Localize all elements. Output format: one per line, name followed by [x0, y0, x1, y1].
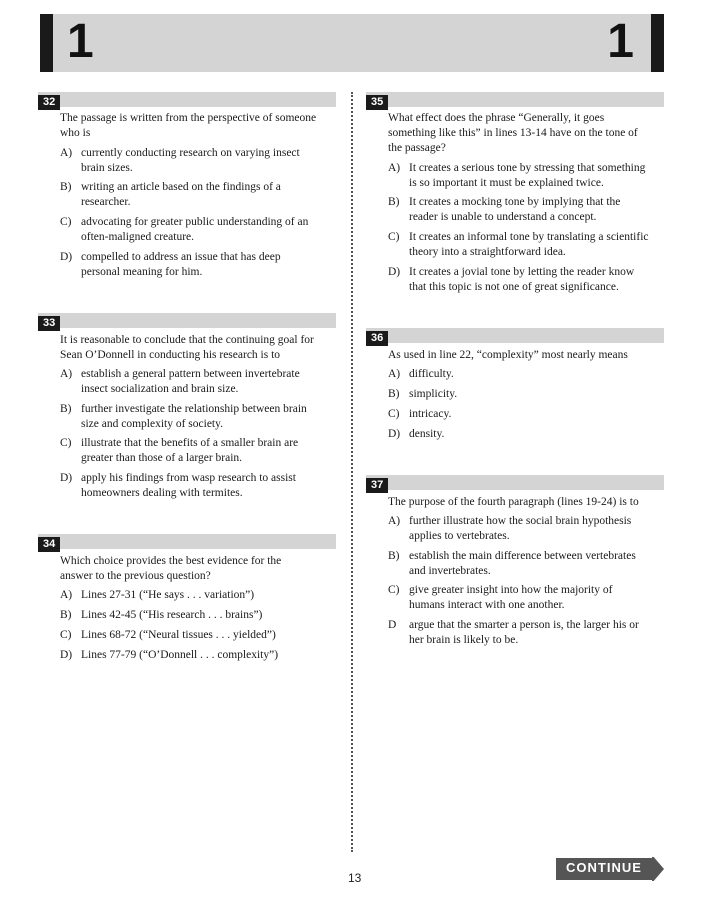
question-33-option-c[interactable]: C) illustrate that the benefits of a smaller brain are greater than those of a larger brain.	[60, 437, 299, 464]
question-35-option-d[interactable]: D) It creates a jovial tone by letting the reader know that this topic is not one of great significance.	[388, 266, 635, 293]
question-32-stem: The passage is written from the perspective of someone who is	[60, 112, 317, 139]
question-37-stem: The purpose of the fourth paragraph (lines 19-24) is to	[388, 496, 639, 508]
question-32-option-a[interactable]: A) currently conducting research on varying insect brain sizes.	[60, 147, 300, 174]
question-34-option-a[interactable]: A) Lines 27-31 (“He says . . . variation”)	[60, 589, 255, 601]
continue-label: CONTINUE	[566, 860, 642, 875]
question-37-option-d[interactable]: D argue that the smarter a person is, the larger his or her brain is likely to be.	[388, 619, 639, 646]
question-32-option-c[interactable]: C) advocating for greater public understanding of an often-maligned creature.	[60, 216, 309, 243]
question-37-option-b[interactable]: B) establish the main difference between vertebrates and invertebrates.	[388, 550, 636, 577]
question-33-header	[38, 313, 336, 328]
section-number-left: 1	[67, 15, 94, 68]
question-35-header	[366, 92, 664, 107]
question-32-option-d[interactable]: D) compelled to address an issue that has deep personal meaning for him.	[60, 251, 281, 278]
question-34-stem: Which choice provides the best evidence for the answer to the previous question?	[60, 555, 282, 582]
question-37-header	[366, 475, 664, 490]
question-32-option-b[interactable]: B) writing an article based on the findings of a researcher.	[60, 181, 281, 208]
question-36-option-a[interactable]: A) difficulty.	[388, 368, 454, 380]
question-35-option-b[interactable]: B) It creates a mocking tone by implying that the reader is unable to understand a concept.	[388, 196, 621, 223]
question-32-header	[38, 92, 336, 107]
question-number: 36	[366, 331, 388, 346]
question-36-option-d[interactable]: D) density.	[388, 428, 445, 440]
question-33-stem: It is reasonable to conclude that the continuing goal for Sean O’Donnell in conducting his research is to	[60, 334, 314, 361]
question-37-option-a[interactable]: A) further illustrate how the social brain hypothesis applies to vertebrates.	[388, 515, 632, 542]
continue-button[interactable]	[556, 857, 664, 881]
question-36-stem: As used in line 22, “complexity” most nearly means	[388, 349, 628, 361]
question-36-option-b[interactable]: B) simplicity.	[388, 388, 458, 400]
section-header	[40, 14, 664, 72]
section-number-right: 1	[607, 15, 634, 68]
question-35-stem: What effect does the phrase “Generally, it goes something like this” in lines 13-14 have on the tone of the passage?	[388, 112, 638, 154]
header-right-bar	[651, 14, 664, 72]
question-36-header	[366, 328, 664, 343]
question-35-option-c[interactable]: C) It creates an informal tone by translating a scientific theory into a straightforward idea.	[388, 231, 649, 258]
column-divider	[351, 92, 353, 852]
question-number: 32	[38, 95, 60, 110]
header-left-bar	[40, 14, 53, 72]
question-number: 35	[366, 95, 388, 110]
question-34-header	[38, 534, 336, 549]
page-number: 13	[348, 871, 362, 885]
question-34-option-c[interactable]: C) Lines 68-72 (“Neural tissues . . . yielded”)	[60, 629, 276, 641]
question-37-option-c[interactable]: C) give greater insight into how the majority of humans interact with one another.	[388, 584, 613, 611]
question-number: 33	[38, 316, 60, 331]
question-35-option-a[interactable]: A) It creates a serious tone by stressing that something is so important it must be explained twice.	[388, 162, 646, 189]
question-33-option-d[interactable]: D) apply his findings from wasp research to assist homeowners dealing with termites.	[60, 472, 296, 499]
question-33-option-b[interactable]: B) further investigate the relationship between brain size and complexity of society.	[60, 403, 307, 430]
question-number: 37	[366, 478, 388, 493]
question-36-option-c[interactable]: C) intricacy.	[388, 408, 452, 420]
question-34-option-d[interactable]: D) Lines 77-79 (“O’Donnell . . . complexity”)	[60, 649, 279, 661]
question-number: 34	[38, 537, 60, 552]
question-33-option-a[interactable]: A) establish a general pattern between invertebrate insect socialization and brain size.	[60, 368, 300, 395]
question-34-option-b[interactable]: B) Lines 42-45 (“His research . . . brains”)	[60, 609, 263, 621]
